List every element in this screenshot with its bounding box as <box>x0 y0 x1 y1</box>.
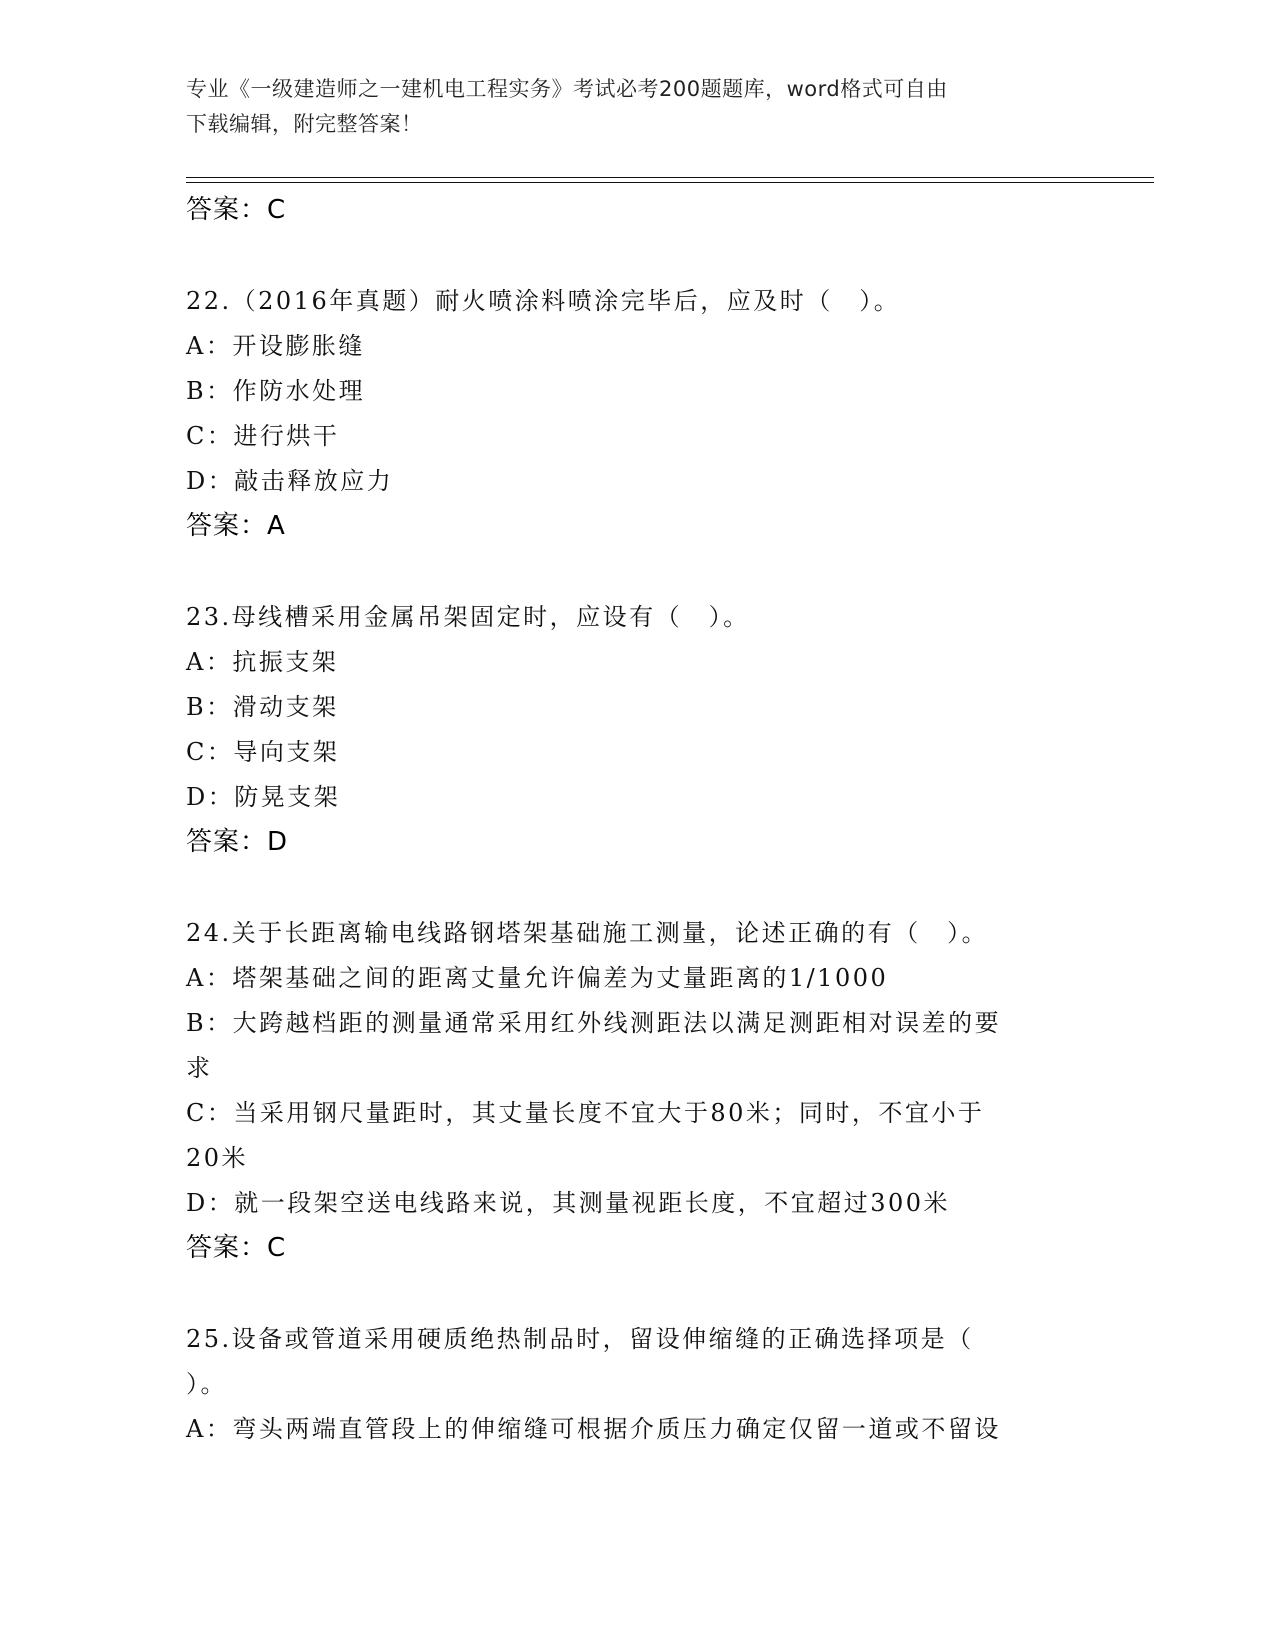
question-24-stem: 24.关于长距离输电线路钢塔架基础施工测量，论述正确的有（ ）。 <box>186 919 989 947</box>
question-22-option-a: A：开设膨胀缝 <box>186 332 365 360</box>
spacer <box>186 864 1086 911</box>
question-22 <box>186 279 1086 548</box>
question-22-option-c: C：进行烘干 <box>186 422 340 450</box>
question-23-option-c: C：导向支架 <box>186 738 340 766</box>
question-25-stem-line-1: 25.设备或管道采用硬质绝热制品时，留设伸缩缝的正确选择项是（ <box>186 1325 974 1353</box>
question-24-option-b-line-1: B：大跨越档距的测量通常采用红外线测距法以满足测距相对误差的要 <box>186 1009 1002 1037</box>
spacer <box>186 232 1086 279</box>
question-list <box>186 188 1086 1452</box>
question-23 <box>186 595 1086 864</box>
header-line-2: 下载编辑，附完整答案！ <box>186 112 423 136</box>
answer-24: 答案：C <box>186 1233 287 1263</box>
question-23-option-d: D：防晃支架 <box>186 783 341 811</box>
document-header <box>186 72 1066 142</box>
question-25-stem-line-2: ）。 <box>186 1370 227 1398</box>
question-25-option-a: A：弯头两端直管段上的伸缩缝可根据介质压力确定仅留一道或不留设 <box>186 1415 1001 1443</box>
question-22-stem: 22.（2016年真题）耐火喷涂料喷涂完毕后，应及时（ ）。 <box>186 287 901 315</box>
answer-22: 答案：A <box>186 511 286 541</box>
answer-21: 答案：C <box>186 195 287 225</box>
question-24-option-a: A：塔架基础之间的距离丈量允许偏差为丈量距离的1/1000 <box>186 964 889 992</box>
question-24-option-c-line-1: C：当采用钢尺量距时，其丈量长度不宜大于80米；同时，不宜小于 <box>186 1099 985 1127</box>
question-24-option-c-line-2: 20米 <box>186 1144 249 1172</box>
answer-23: 答案：D <box>186 827 289 857</box>
question-23-option-a: A：抗振支架 <box>186 648 339 676</box>
header-line-1: 专业《一级建造师之一建机电工程实务》考试必考200题题库，word格式可自由 <box>186 77 948 101</box>
question-24-option-b-line-2: 求 <box>186 1054 213 1082</box>
question-22-option-d: D：敲击释放应力 <box>186 467 394 495</box>
question-24-option-d: D：就一段架空送电线路来说，其测量视距长度，不宜超过300米 <box>186 1189 951 1217</box>
spacer <box>186 548 1086 595</box>
question-24 <box>186 911 1086 1270</box>
question-22-option-b: B：作防水处理 <box>186 377 366 405</box>
header-rule-top <box>186 177 1154 178</box>
question-23-stem: 23.母线槽采用金属吊架固定时，应设有（ ）。 <box>186 603 750 631</box>
question-23-option-b: B：滑动支架 <box>186 693 339 721</box>
spacer <box>186 1270 1086 1317</box>
question-25 <box>186 1317 1086 1452</box>
header-rule-bottom <box>186 182 1154 183</box>
